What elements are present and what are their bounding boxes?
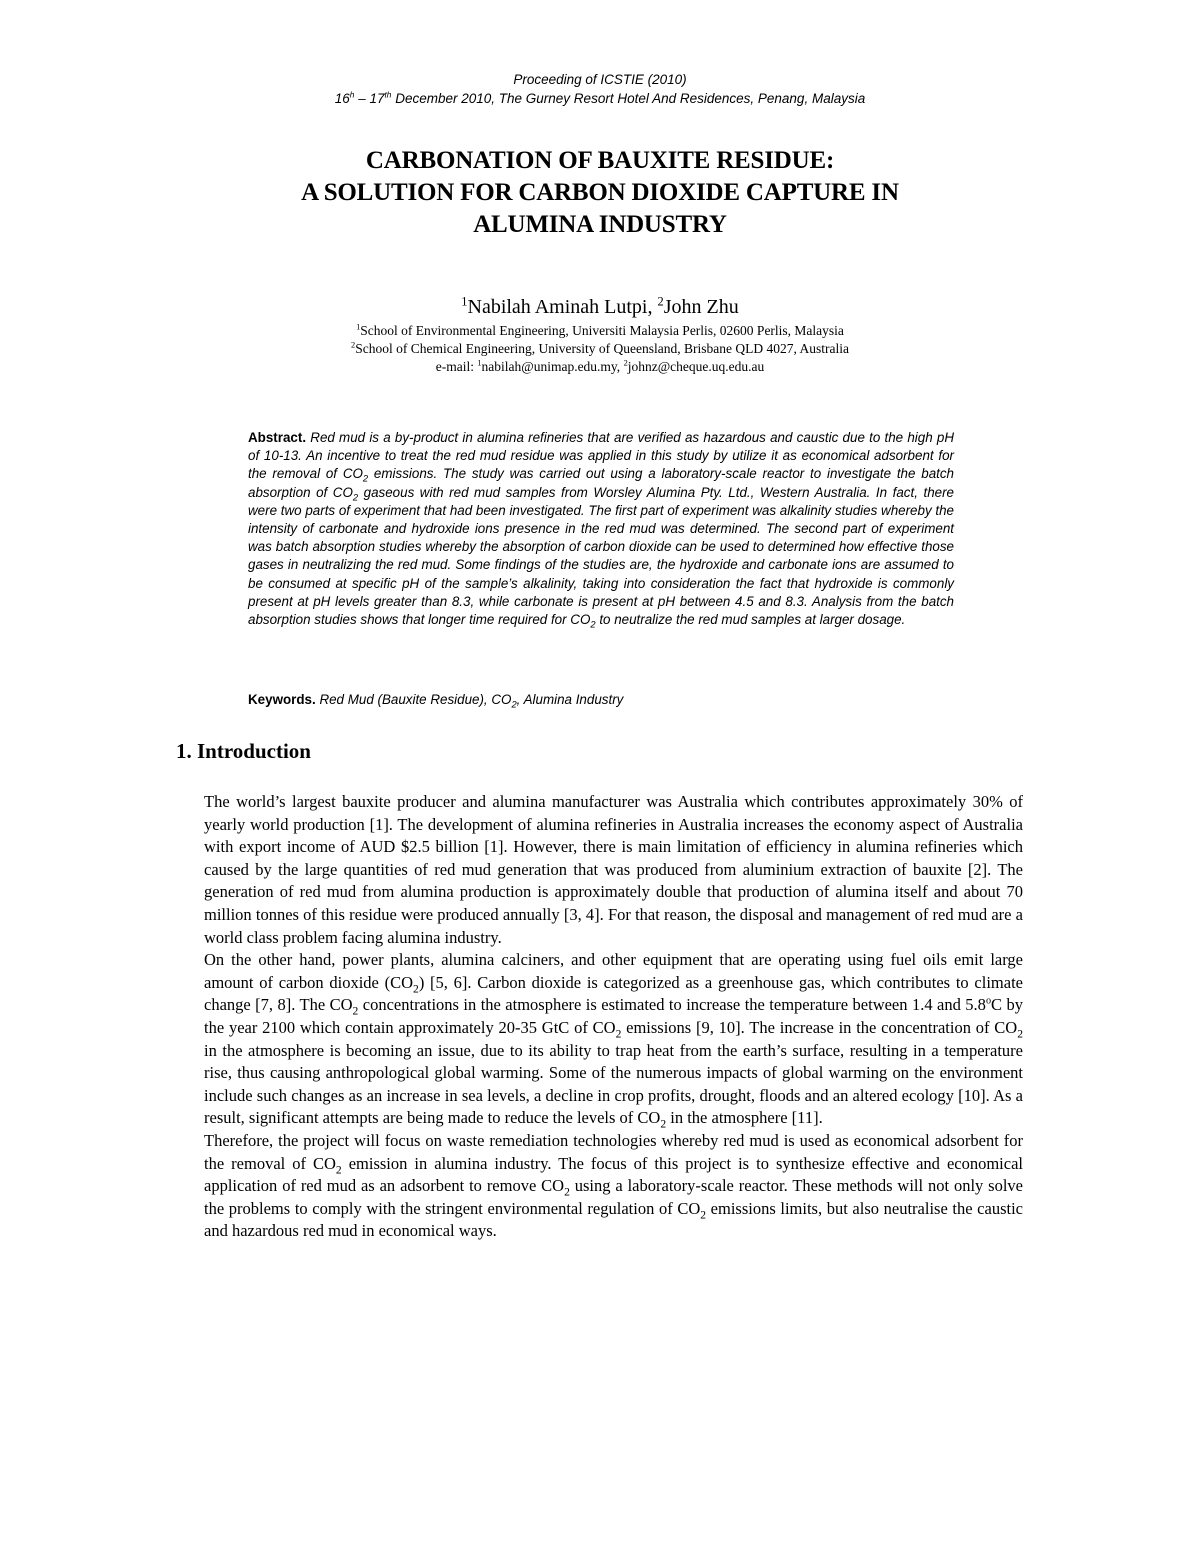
abstract-text-1: Red mud is a by-product in alumina refineries that are verified as hazardous and caustic due to the high pH of 10-13. An incentive to treat the red mud residue was applied in this study by utilize it as economical adsorbent for the removal of CO — [248, 430, 954, 482]
intro-p2-text-4: C by the year 2100 which contain approximately 20-35 GtC of CO — [204, 995, 1023, 1037]
header-date-start: 16 — [334, 91, 350, 106]
abstract-label: Abstract. — [248, 430, 307, 445]
intro-paragraph-2 — [204, 949, 1023, 1130]
abstract-text-3: gaseous with red mud samples from Worsley Alumina Pty. Ltd., Western Australia. In fact, there were two parts of experiment that had been investigated. The first part of experiment was alkalinity studies whereby the intensity of carbonate and hydroxide ions presence in the red mud was determined. The second part of experiment was batch absorption studies whereby the absorption of carbon dioxide can be used to determined how effective those gases in neutralizing the red mud. Some findings of the studies are, the hydroxide and carbonate ions are assumed to be consumed at specific pH of the sample’s alkalinity, taking into consideration the fact that hydroxide is commonly present at pH levels greater than 8.3, while carbonate is present at pH between 4.5 and 8.3. Analysis from the batch absorption studies shows that longer time required for CO — [248, 484, 954, 628]
email-label: e-mail: — [435, 359, 478, 374]
paper-title-line-3: ALUMINA INDUSTRY — [473, 211, 727, 238]
paper-title-line-2: A SOLUTION FOR CARBON DIOXIDE CAPTURE IN — [301, 179, 899, 206]
intro-p3-text-4: emissions limits, but also neutralise the caustic and hazardous red mud in economical ways. — [204, 1198, 1023, 1241]
abstract-subscript-3: 2 — [590, 619, 596, 630]
author-1-name: Nabilah Aminah Lutpi, — [467, 296, 658, 318]
email-2-link[interactable]: johnz@cheque.uq.edu.au — [627, 359, 765, 374]
affiliation-1-mark: 1 — [356, 322, 361, 332]
intro-p2-subscript-4: 2 — [1017, 1028, 1023, 1041]
intro-p2-text-2: ) [5, 6]. Carbon dioxide is categorized as a greenhouse gas, which contributes to climate change [7, 8]. The CO — [204, 972, 1023, 1015]
abstract-subscript-1: 2 — [362, 474, 369, 485]
email-2-mark: 2 — [623, 358, 628, 368]
keywords-subscript: 2 — [511, 699, 517, 710]
email-1-link[interactable]: nabilah@unimap.edu.my, — [481, 359, 624, 374]
header-proceeding-text: Proceeding of ICSTIE (2010) — [513, 72, 687, 87]
email-1-mark: 1 — [477, 358, 482, 368]
header-venue-text: December 2010, The Gurney Resort Hotel And Residences, Penang, Malaysia — [391, 91, 866, 106]
paper-title — [200, 145, 1000, 241]
intro-p3-text-2: emission in alumina industry. The focus of this project is to synthesize effective and economical application of red mud as an adsorbent to remove CO — [204, 1153, 1023, 1196]
paper-title-line-1: CARBONATION OF BAUXITE RESIDUE: — [365, 147, 835, 174]
keywords-text-2: , Alumina Industry — [516, 692, 624, 707]
intro-p2-subscript-5: 2 — [660, 1118, 667, 1131]
intro-p2-text-3: concentrations in the atmosphere is estimated to increase the temperature between 1.4 and 5.8 — [358, 995, 986, 1015]
intro-p3-subscript-2: 2 — [564, 1186, 570, 1199]
affiliation-2-mark: 2 — [351, 340, 356, 350]
author-1-affiliation-mark: 1 — [461, 294, 468, 309]
intro-p3-text-3: using a laboratory-scale reactor. These methods will not only solve the problems to comply with the stringent environmental regulation of CO — [204, 1176, 1023, 1218]
intro-p3-subscript-3: 2 — [700, 1208, 707, 1221]
intro-p2-text-1: On the other hand, power plants, alumina calciners, and other equipment that are operating using fuel oils emit large amount of carbon dioxide (CO — [204, 950, 1023, 992]
keywords — [248, 691, 954, 709]
introduction-body — [204, 791, 1023, 1243]
header-date-end-suffix: th — [384, 89, 392, 100]
intro-p2-text-6: in the atmosphere is becoming an issue, due to its ability to trap heat from the earth’s surface, resulting in a temperature rise, thus causing anthropological global warming. Some of the numerous impacts of global warming on the environment include such changes as an increase in sea levels, a decline in crop profits, drought, floods and an altered ecology [10]. As a result, significant attempts are being made to reduce the levels of CO — [204, 1040, 1023, 1128]
abstract-text-2: emissions. The study was carried out using a laboratory-scale reactor to investigate the batch absorption of CO — [248, 466, 955, 500]
intro-p3-text-1: Therefore, the project will focus on waste remediation technologies whereby red mud is used as economical adsorbent for the removal of CO — [204, 1130, 1023, 1173]
abstract — [248, 429, 954, 629]
intro-p2-text-5: emissions [9, 10]. The increase in the concentration of CO — [621, 1017, 1018, 1037]
intro-p2-subscript-2: 2 — [352, 1005, 359, 1018]
affiliation-1 — [0, 322, 1200, 339]
keywords-text-1: Red Mud (Bauxite Residue), CO — [315, 692, 512, 707]
intro-p2-degree-mark: o — [985, 995, 992, 1007]
author-emails — [0, 358, 1200, 375]
author-2-name: John Zhu — [663, 296, 739, 318]
abstract-subscript-2: 2 — [352, 492, 359, 503]
intro-p3-subscript-1: 2 — [335, 1163, 342, 1176]
intro-p2-text-7: in the atmosphere [11]. — [666, 1108, 823, 1128]
intro-paragraph-1: The world’s largest bauxite producer and alumina manufacturer was Australia which contributes approximately 30% of yearly world production [1]. The development of alumina refineries in Australia increases the economy aspect of Australia with export income of AUD $2.5 billion [1]. However, there is main limitation of efficiency in alumina refineries which caused by the large quantities of red mud generation that was produced from aluminium extraction of bauxite [2]. The generation of red mud from alumina production is approximately double that production of alumina itself and about 70 million tonnes of this residue were produced annually [3, 4]. For that reason, the disposal and management of red mud are a world class problem facing alumina industry. — [204, 792, 1023, 947]
intro-paragraph-3 — [204, 1130, 1023, 1243]
intro-p2-subscript-3: 2 — [615, 1028, 622, 1041]
header-date-start-suffix: h — [349, 89, 355, 100]
running-header-date-venue — [0, 89, 1200, 108]
section-heading-introduction: 1. Introduction — [176, 739, 311, 763]
intro-p2-subscript-1: 2 — [413, 983, 419, 996]
abstract-text-4: to neutralize the red mud samples at larger dosage. — [595, 612, 906, 628]
affiliation-1-text: School of Environmental Engineering, Universiti Malaysia Perlis, 02600 Perlis, Malaysia — [360, 323, 844, 338]
header-date-end: – 17 — [354, 91, 385, 106]
affiliation-2 — [0, 340, 1200, 357]
running-header-proceeding — [0, 70, 1200, 89]
affiliation-2-text: School of Chemical Engineering, University of Queensland, Brisbane QLD 4027, Australia — [355, 341, 849, 356]
author-2-affiliation-mark: 2 — [657, 294, 664, 309]
author-list — [0, 293, 1200, 321]
keywords-label: Keywords. — [248, 692, 316, 707]
